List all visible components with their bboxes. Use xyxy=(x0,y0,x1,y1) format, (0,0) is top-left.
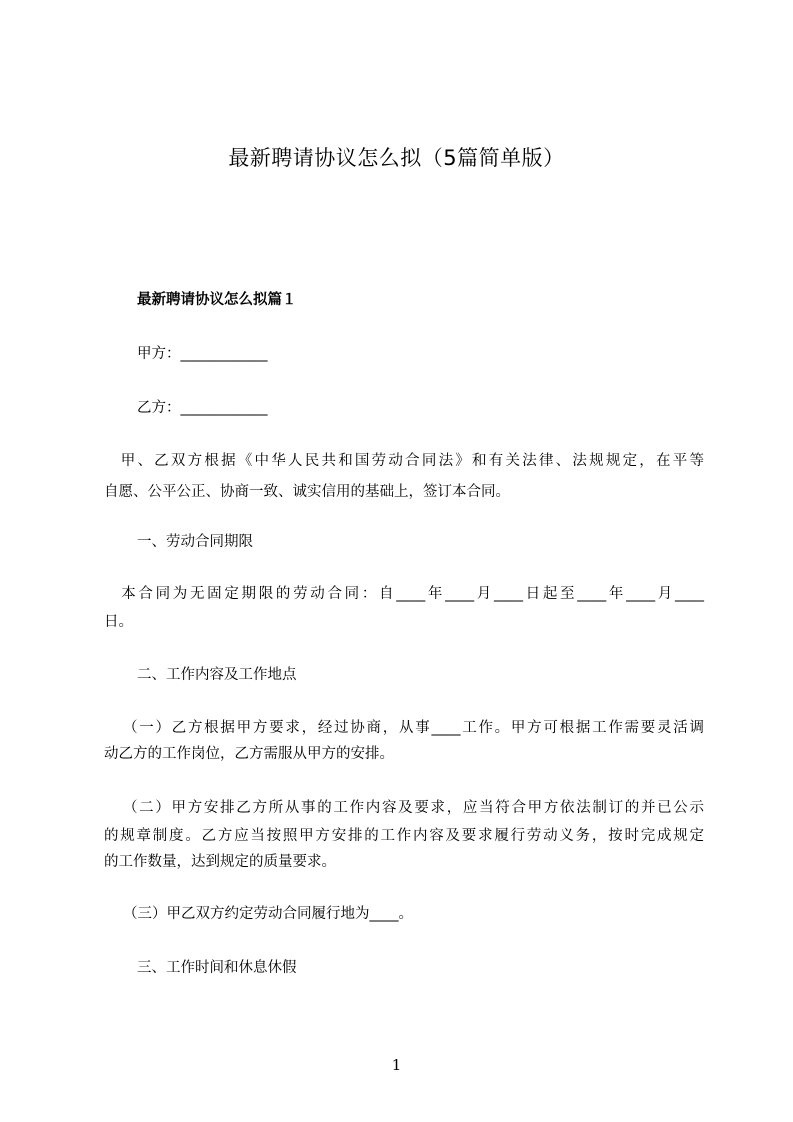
page-number: 1 xyxy=(391,1056,402,1074)
party-a-line: 甲方：____________ xyxy=(137,346,268,362)
work-item-1-line-2: 动乙方的工作岗位，乙方需服从甲方的安排。 xyxy=(104,746,394,762)
work-item-2-line-2: 的规章制度。乙方应当按照甲方安排的工作内容及要求履行劳动义务，按时完成规定 xyxy=(104,828,704,844)
section-2-heading: 二、工作内容及工作地点 xyxy=(137,667,297,683)
work-item-3-line: （三）甲乙双方约定劳动合同履行地为____。 xyxy=(123,906,413,922)
term-paragraph-line-2: 日。 xyxy=(104,614,133,630)
intro-paragraph-line-1: 甲、乙双方根据《中华人民共和国劳动合同法》和有关法律、法规规定，在平等 xyxy=(104,453,704,469)
document-title: 最新聘请协议怎么拟（5篇简单版） xyxy=(228,146,565,170)
intro-paragraph-line-2: 自愿、公平公正、协商一致、诚实信用的基础上，签订本合同。 xyxy=(104,484,510,500)
work-item-1-line-1: （一）乙方根据甲方要求，经过协商，从事____工作。甲方可根据工作需要灵活调 xyxy=(123,720,704,736)
party-b-line: 乙方：____________ xyxy=(137,400,268,416)
section-1-heading: 一、劳动合同期限 xyxy=(137,534,253,550)
term-paragraph-line-1: 本合同为无固定期限的劳动合同：自____年____月____日起至____年____月____ xyxy=(104,586,704,602)
section-heading: 最新聘请协议怎么拟篇１ xyxy=(137,292,297,308)
section-3-heading: 三、工作时间和休息休假 xyxy=(137,960,297,976)
work-item-2-line-3: 的工作数量，达到规定的质量要求。 xyxy=(104,854,336,870)
work-item-2-line-1: （二）甲方安排乙方所从事的工作内容及要求，应当符合甲方依法制订的并已公示 xyxy=(123,800,704,816)
